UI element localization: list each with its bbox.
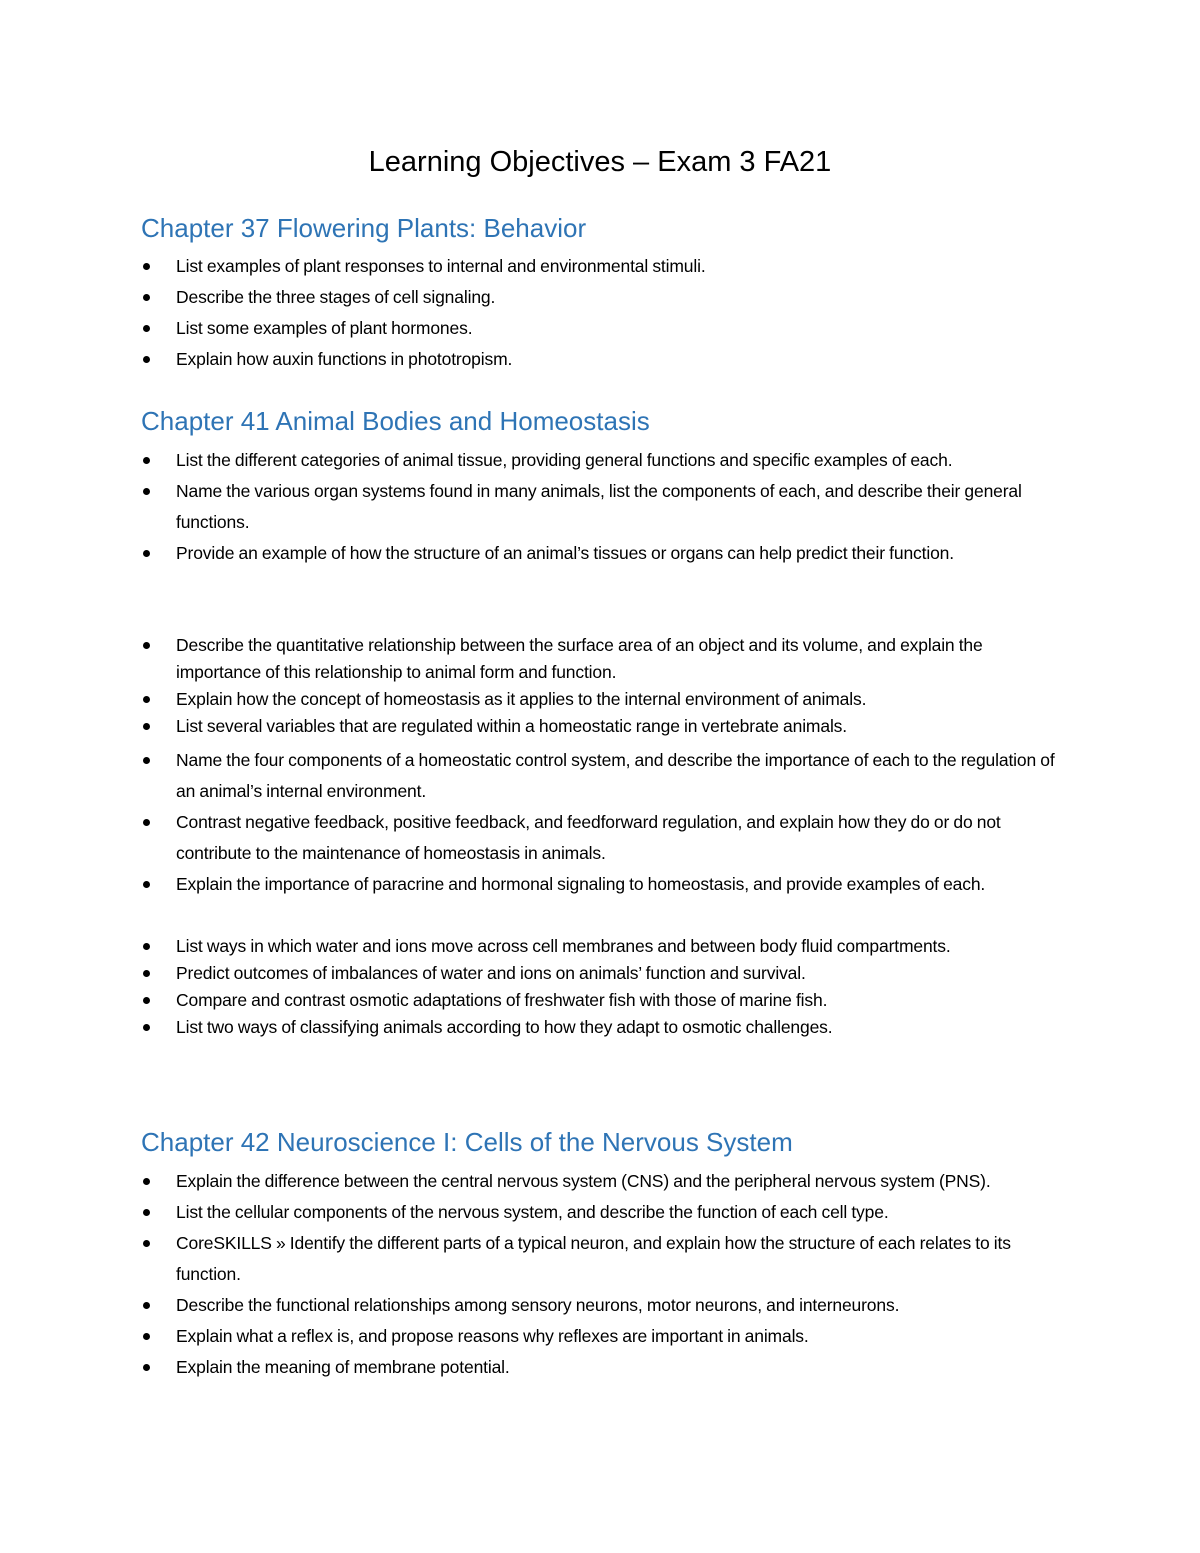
list-item: List several variables that are regulated within a homeostatic range in vertebrate animals.: [141, 713, 1071, 740]
bullet-icon: [143, 819, 150, 826]
objectives-list-chapter-41-a: [141, 445, 1071, 569]
list-item: Predict outcomes of imbalances of water and ions on animals’ function and survival.: [141, 960, 1071, 987]
list-item: Explain how the concept of homeostasis as it applies to the internal environment of animals.: [141, 686, 1071, 713]
list-item: Explain how auxin functions in phototropism.: [141, 344, 1071, 375]
bullet-icon: [143, 1240, 150, 1247]
bullet-icon: [143, 1364, 150, 1371]
section-heading-chapter-37: Chapter 37 Flowering Plants: Behavior: [141, 213, 587, 243]
list-item: Explain the importance of paracrine and hormonal signaling to homeostasis, and provide examples of each.: [141, 869, 1071, 900]
bullet-icon: [143, 1302, 150, 1309]
bullet-icon: [143, 997, 150, 1004]
list-item: List the cellular components of the nervous system, and describe the function of each cell type.: [141, 1197, 1071, 1228]
list-item: Describe the functional relationships among sensory neurons, motor neurons, and interneurons.: [141, 1290, 1071, 1321]
list-item: List ways in which water and ions move across cell membranes and between body fluid compartments.: [141, 933, 1071, 960]
bullet-icon: [143, 943, 150, 950]
section-heading-chapter-41: Chapter 41 Animal Bodies and Homeostasis: [141, 406, 650, 436]
list-item: List the different categories of animal tissue, providing general functions and specific examples of each.: [141, 445, 1071, 476]
bullet-icon: [143, 696, 150, 703]
bullet-icon: [143, 488, 150, 495]
objectives-list-chapter-41-d: [141, 933, 1071, 1041]
list-item: List two ways of classifying animals according to how they adapt to osmotic challenges.: [141, 1014, 1071, 1041]
bullet-icon: [143, 356, 150, 363]
objectives-list-chapter-41-b: [141, 632, 1071, 740]
page-title: Learning Objectives – Exam 3 FA21: [368, 146, 832, 178]
list-item: Name the four components of a homeostatic control system, and describe the importance of each to the regulation of an animal’s internal environment.: [141, 745, 1071, 807]
bullet-icon: [143, 325, 150, 332]
bullet-icon: [143, 881, 150, 888]
objectives-list-chapter-42: [141, 1166, 1071, 1383]
list-item: Name the various organ systems found in many animals, list the components of each, and describe their general functions.: [141, 476, 1071, 538]
list-item: Explain what a reflex is, and propose reasons why reflexes are important in animals.: [141, 1321, 1071, 1352]
bullet-icon: [143, 723, 150, 730]
bullet-icon: [143, 294, 150, 301]
list-item: Contrast negative feedback, positive feedback, and feedforward regulation, and explain how they do or do not contribute to the maintenance of homeostasis in animals.: [141, 807, 1071, 869]
list-item: List examples of plant responses to internal and environmental stimuli.: [141, 251, 1071, 282]
bullet-icon: [143, 642, 150, 649]
bullet-icon: [143, 263, 150, 270]
bullet-icon: [143, 550, 150, 557]
list-item: Provide an example of how the structure of an animal’s tissues or organs can help predict their function.: [141, 538, 1071, 569]
bullet-icon: [143, 1024, 150, 1031]
section-heading-chapter-42: Chapter 42 Neuroscience I: Cells of the Nervous System: [141, 1127, 793, 1157]
list-item: CoreSKILLS » Identify the different parts of a typical neuron, and explain how the structure of each relates to its function.: [141, 1228, 1071, 1290]
bullet-icon: [143, 1209, 150, 1216]
objectives-list-chapter-37: [141, 251, 1071, 375]
bullet-icon: [143, 1333, 150, 1340]
list-item: Describe the three stages of cell signaling.: [141, 282, 1071, 313]
bullet-icon: [143, 1178, 150, 1185]
list-item: Explain the meaning of membrane potential.: [141, 1352, 1071, 1383]
objectives-list-chapter-41-c: [141, 745, 1071, 900]
list-item: List some examples of plant hormones.: [141, 313, 1071, 344]
bullet-icon: [143, 757, 150, 764]
list-item: Explain the difference between the central nervous system (CNS) and the peripheral nervous system (PNS).: [141, 1166, 1071, 1197]
list-item: Describe the quantitative relationship between the surface area of an object and its volume, and explain the importance of this relationship to animal form and function.: [141, 632, 1071, 686]
bullet-icon: [143, 970, 150, 977]
bullet-icon: [143, 457, 150, 464]
list-item: Compare and contrast osmotic adaptations of freshwater fish with those of marine fish.: [141, 987, 1071, 1014]
